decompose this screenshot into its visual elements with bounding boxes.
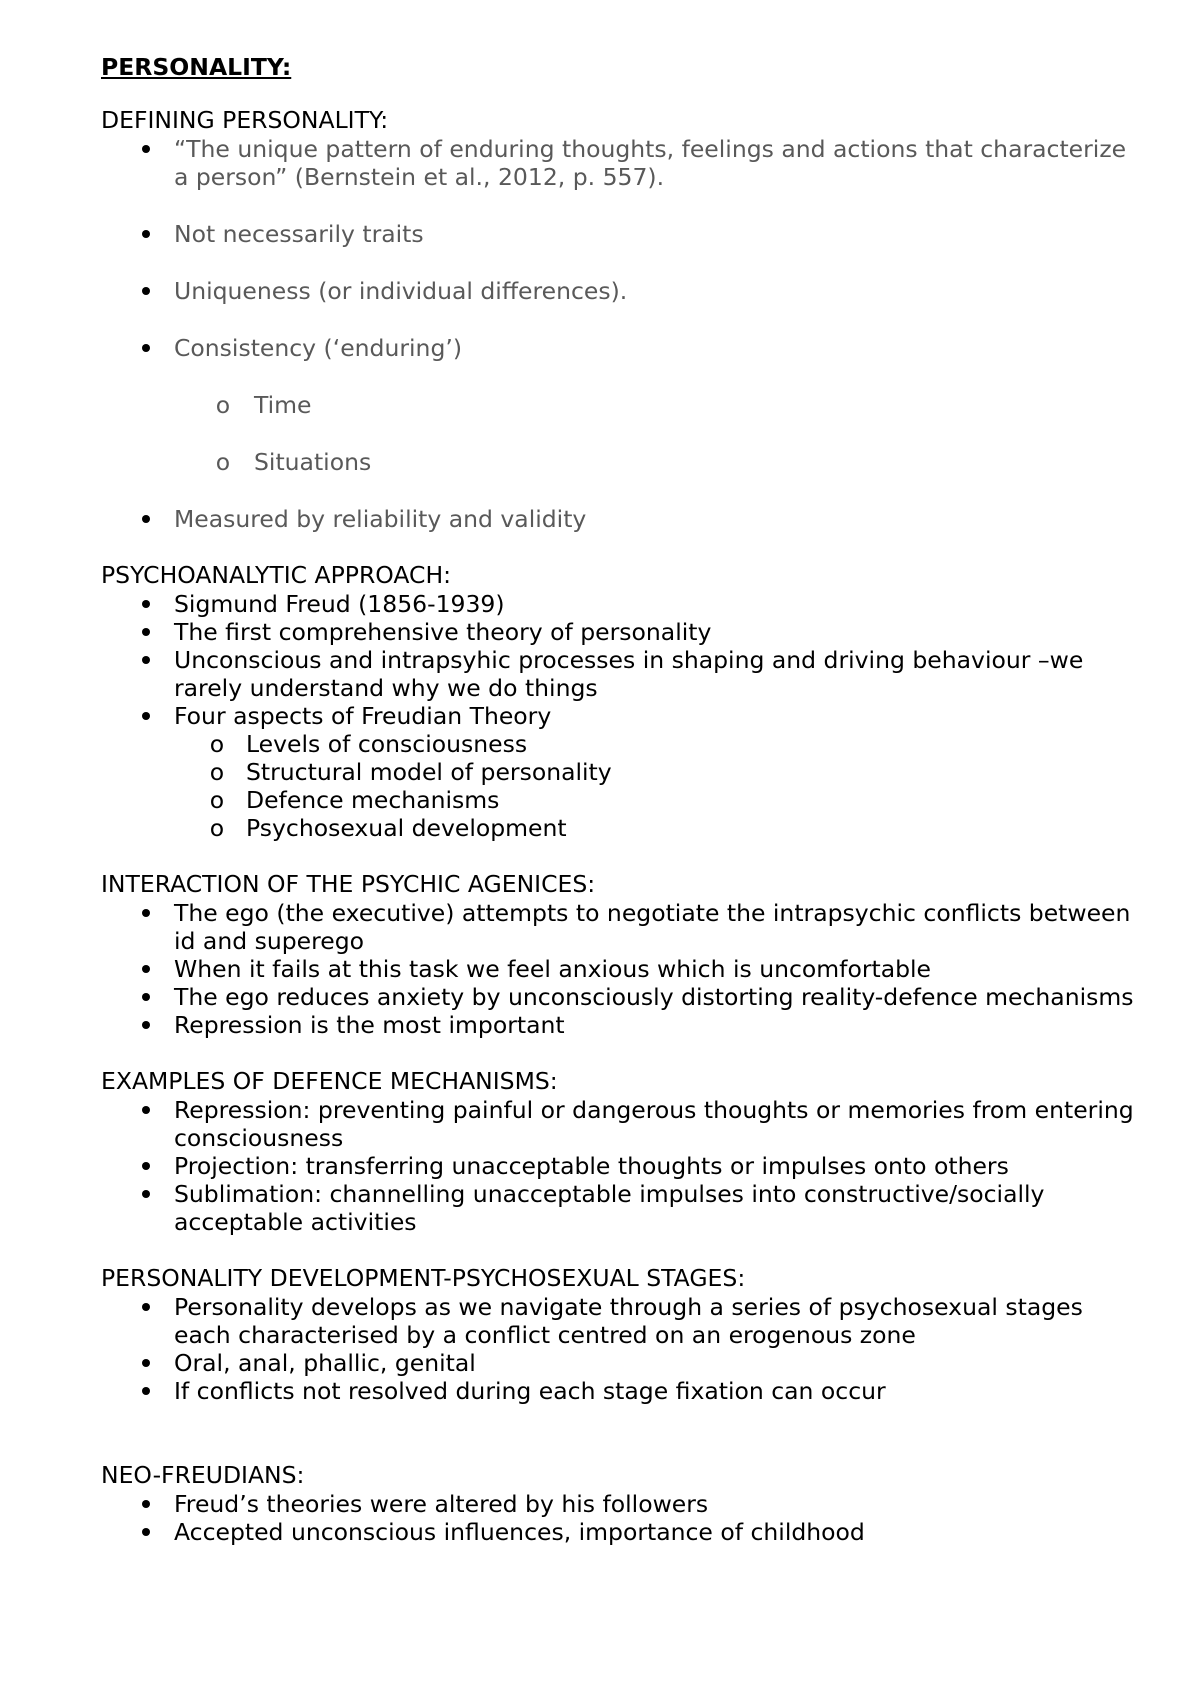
- list-item-text: Repression: preventing painful or dangerous thoughts or memories from entering consciousness: [174, 1096, 1134, 1152]
- list-item-text: Uniqueness (or individual differences).: [174, 277, 628, 305]
- list-item-text: Not necessarily traits: [174, 220, 424, 248]
- list-item: [101, 1377, 1141, 1405]
- list-item-text: Psychosexual development: [246, 814, 567, 842]
- section-psychosexual-stages: [101, 1264, 1141, 1405]
- list-item-text: Structural model of personality: [246, 758, 612, 786]
- circle-bullet-icon: o: [209, 730, 225, 758]
- section-psychic-agencies: [101, 870, 1141, 1039]
- list-item: [101, 983, 1141, 1011]
- list-item: [101, 646, 1141, 702]
- section-heading: INTERACTION OF THE PSYCHIC AGENICES:: [101, 870, 596, 898]
- circle-bullet-icon: o: [209, 786, 225, 814]
- list-item-text: Freud’s theories were altered by his followers: [174, 1490, 709, 1518]
- sub-list-item: [101, 814, 1141, 842]
- list-item-text: When it fails at this task we feel anxious which is uncomfortable: [174, 955, 932, 983]
- section-defence-mechanisms: [101, 1067, 1141, 1236]
- list-item-text: Unconscious and intrapsyhic processes in shaping and driving behaviour –we rarely understand why we do things: [174, 646, 1084, 702]
- list-item-text: Situations: [254, 448, 372, 476]
- bullet-icon: [136, 1293, 156, 1321]
- bullet-icon: [136, 1152, 156, 1180]
- section-neo-freudians: [101, 1461, 1141, 1546]
- bullet-icon: [136, 1518, 156, 1546]
- list-item-text: Personality develops as we navigate through a series of psychosexual stages each characterised by a conflict centred on an erogenous zone: [174, 1293, 1083, 1349]
- list-item: [101, 1096, 1141, 1152]
- bullet-icon: [136, 955, 156, 983]
- section-heading: PERSONALITY DEVELOPMENT-PSYCHOSEXUAL STAGES:: [101, 1264, 746, 1292]
- list-item-text: Sigmund Freud (1856-1939): [174, 590, 505, 618]
- bullet-list: [101, 135, 1141, 533]
- bullet-icon: [136, 702, 156, 730]
- circle-bullet-icon: o: [215, 448, 231, 476]
- list-item-text: Four aspects of Freudian Theory: [174, 702, 552, 730]
- sub-list-item: [101, 391, 1141, 419]
- bullet-icon: [136, 1349, 156, 1377]
- list-item-text: Levels of consciousness: [246, 730, 528, 758]
- bullet-icon: [136, 983, 156, 1011]
- list-item-text: Accepted unconscious influences, importance of childhood: [174, 1518, 865, 1546]
- list-item: [101, 220, 1141, 248]
- list-item: [101, 702, 1141, 730]
- list-item: [101, 1518, 1141, 1546]
- list-item-text: Time: [254, 391, 312, 419]
- list-item-text: “The unique pattern of enduring thoughts, feelings and actions that characterize a person” (Bernstein et al., 2012, p. 557).: [174, 135, 1127, 191]
- section-heading: EXAMPLES OF DEFENCE MECHANISMS:: [101, 1067, 558, 1095]
- circle-bullet-icon: o: [209, 814, 225, 842]
- bullet-icon: [136, 590, 156, 618]
- bullet-list: [101, 590, 1141, 842]
- bullet-icon: [136, 334, 156, 362]
- bullet-icon: [136, 220, 156, 248]
- list-item-text: If conflicts not resolved during each stage fixation can occur: [174, 1377, 886, 1405]
- section-psychoanalytic-approach: [101, 561, 1141, 842]
- list-item-text: Defence mechanisms: [246, 786, 500, 814]
- list-item-text: The ego reduces anxiety by unconsciously distorting reality-defence mechanisms: [174, 983, 1134, 1011]
- list-item: [101, 334, 1141, 362]
- list-item: [101, 1293, 1141, 1349]
- bullet-list: [101, 1293, 1141, 1405]
- list-item: [101, 618, 1141, 646]
- bullet-icon: [136, 135, 156, 163]
- section-heading: DEFINING PERSONALITY:: [101, 106, 389, 134]
- section-heading: PSYCHOANALYTIC APPROACH:: [101, 561, 452, 589]
- list-item-text: The ego (the executive) attempts to negotiate the intrapsychic conflicts between id and superego: [174, 899, 1131, 955]
- list-item: [101, 1490, 1141, 1518]
- document-title: PERSONALITY:: [101, 53, 292, 81]
- document-page: [101, 52, 1141, 1574]
- list-item: [101, 505, 1141, 533]
- bullet-icon: [136, 618, 156, 646]
- list-item: [101, 1152, 1141, 1180]
- bullet-icon: [136, 1490, 156, 1518]
- list-item: [101, 277, 1141, 305]
- list-item-text: Sublimation: channelling unacceptable impulses into constructive/socially acceptable activities: [174, 1180, 1045, 1236]
- list-item: [101, 899, 1141, 955]
- list-item: [101, 955, 1141, 983]
- list-item-text: Projection: transferring unacceptable thoughts or impulses onto others: [174, 1152, 1009, 1180]
- bullet-icon: [136, 899, 156, 927]
- sub-list-item: [101, 786, 1141, 814]
- section-defining-personality: [101, 106, 1141, 533]
- circle-bullet-icon: o: [209, 758, 225, 786]
- bullet-icon: [136, 1377, 156, 1405]
- bullet-list: [101, 899, 1141, 1039]
- bullet-icon: [136, 1180, 156, 1208]
- list-item-text: The first comprehensive theory of personality: [174, 618, 712, 646]
- list-item: [101, 1180, 1141, 1236]
- list-item: [101, 1349, 1141, 1377]
- bullet-icon: [136, 1096, 156, 1124]
- bullet-icon: [136, 646, 156, 674]
- circle-bullet-icon: o: [215, 391, 231, 419]
- sub-list-item: [101, 758, 1141, 786]
- list-item: [101, 590, 1141, 618]
- list-item-text: Measured by reliability and validity: [174, 505, 587, 533]
- bullet-list: [101, 1490, 1141, 1546]
- list-item: [101, 135, 1141, 191]
- list-item-text: Oral, anal, phallic, genital: [174, 1349, 476, 1377]
- list-item-text: Repression is the most important: [174, 1011, 565, 1039]
- section-heading: NEO-FREUDIANS:: [101, 1461, 305, 1489]
- sub-list-item: [101, 730, 1141, 758]
- bullet-icon: [136, 277, 156, 305]
- sub-list-item: [101, 448, 1141, 476]
- list-item: [101, 1011, 1141, 1039]
- list-item-text: Consistency (‘enduring’): [174, 334, 463, 362]
- bullet-list: [101, 1096, 1141, 1236]
- bullet-icon: [136, 505, 156, 533]
- bullet-icon: [136, 1011, 156, 1039]
